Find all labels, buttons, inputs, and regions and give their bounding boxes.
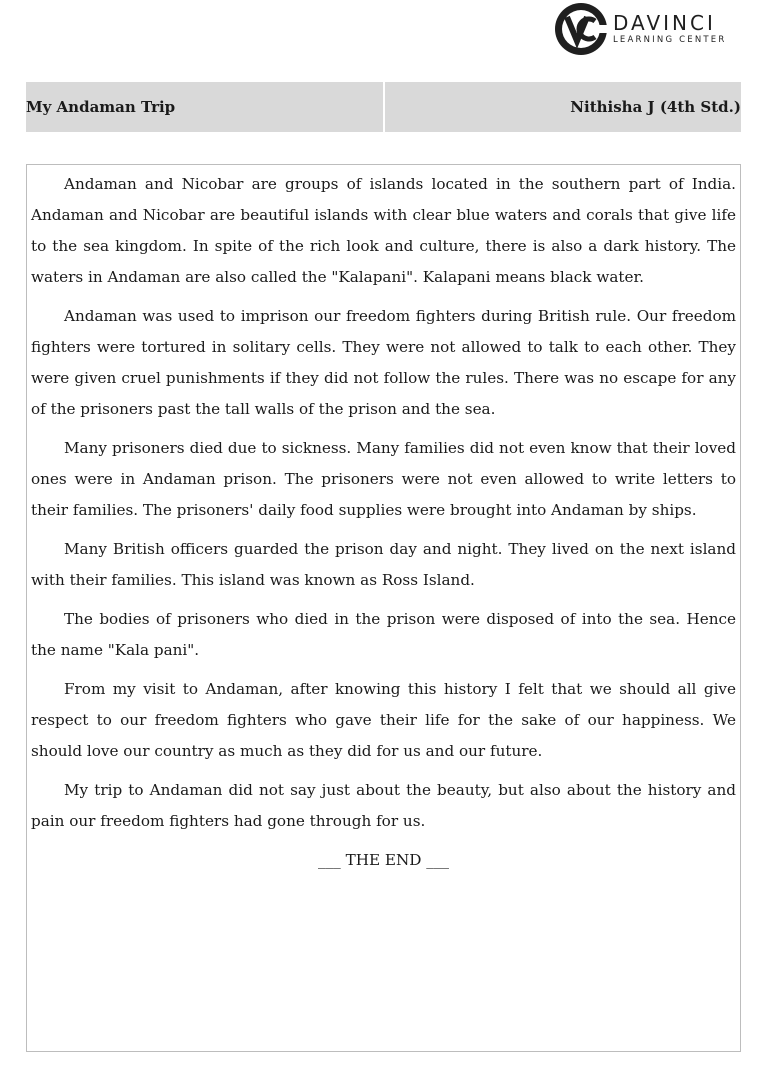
paragraph: Andaman and Nicobar are groups of islands located in the southern part of India. Andaman and Nicobar are beautiful islands with clear blue waters and corals that give life to the sea kingdom. In spite of the rich look and culture, there is also a dark history. The waters in Andaman are also called the "Kalapani". Kalapani means black water. — [31, 175, 736, 286]
davinci-logo — [553, 0, 743, 58]
paragraph: My trip to Andaman did not say just about the beauty, but also about the history and pain our freedom fighters had gone through for us. — [31, 781, 736, 830]
essay-header — [26, 82, 741, 132]
paragraph: Andaman was used to imprison our freedom fighters during British rule. Our freedom fighters were tortured in solitary cells. They were not allowed to talk to each other. They were given cruel punishments if they did not follow the rules. There was no escape for any of the prisoners past the tall walls of the prison and the sea. — [31, 307, 736, 418]
logo-text — [613, 12, 726, 46]
davinci-logo-icon — [553, 1, 609, 57]
essay-title: My Andaman Trip — [26, 82, 385, 132]
paragraph: Many prisoners died due to sickness. Many families did not even know that their loved ones were in Andaman prison. The prisoners were not even allowed to write letters to their families. The prisoners' daily food supplies were brought into Andaman by ships. — [31, 439, 736, 519]
paragraph: The bodies of prisoners who died in the prison were disposed of into the sea. Hence the name "Kala pani". — [31, 610, 736, 659]
logo-subtitle: LEARNING CENTER — [613, 35, 727, 45]
author-name: Nithisha J (4th Std.) — [385, 82, 741, 132]
the-end-marker: ___ THE END ___ — [317, 851, 450, 869]
essay-body — [26, 164, 741, 1052]
logo-title: DAVINCI — [613, 11, 716, 35]
paragraph: Many British officers guarded the prison day and night. They lived on the next island with their families. This island was known as Ross Island. — [31, 540, 736, 589]
paragraph: From my visit to Andaman, after knowing this history I felt that we should all give respect to our freedom fighters who gave their life for the sake of our happiness. We should love our country as much as they did for us and our future. — [31, 680, 736, 760]
